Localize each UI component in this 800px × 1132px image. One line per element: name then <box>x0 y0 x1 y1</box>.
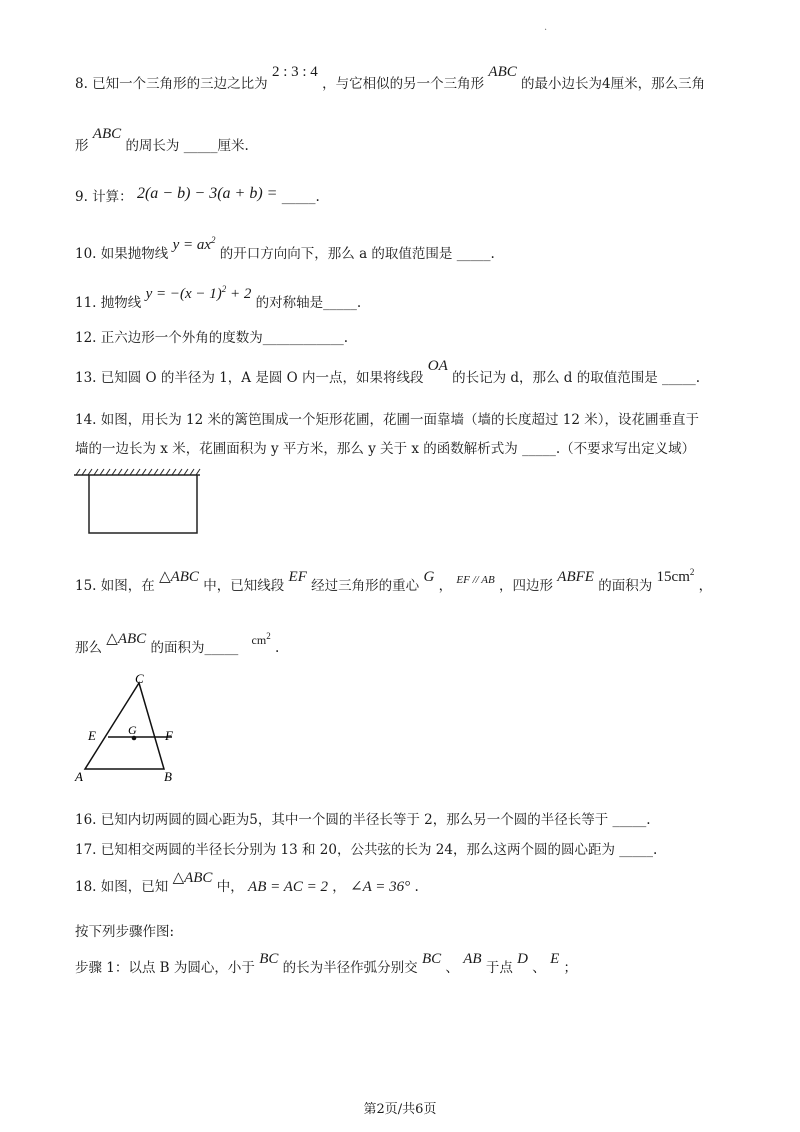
q15-triangle-figure <box>70 668 190 786</box>
step1-text-3: 、 <box>445 960 459 976</box>
question-14-line-2: 墙的一边长为 x 米，花圃面积为 y 平方米，那么 y 关于 x 的函数解析式为 _____.（不要求写出定义域） <box>75 441 696 457</box>
wall-hatching <box>76 469 200 475</box>
q14-garden-figure <box>70 466 220 542</box>
step1-text-5: 、 <box>532 960 546 976</box>
q15-ef: EF <box>288 569 307 585</box>
q15-area-value: 15cm <box>656 569 690 585</box>
steps-title: 按下列步骤作图: <box>75 924 175 940</box>
label-e: E <box>88 728 96 743</box>
q11-expression <box>146 286 252 302</box>
q15-text-6: 的面积为 <box>598 578 653 594</box>
step1-text-1: 步骤 1：以点 B 为圆心，小于 <box>75 960 255 976</box>
q18-text-3: ， <box>332 879 346 895</box>
q15-text-8: 那么 <box>75 640 102 656</box>
q8-ratio: 2 : 3 : 4 <box>271 64 318 80</box>
step1-d: D <box>517 951 528 967</box>
q10-expr-exp: 2 <box>211 235 216 245</box>
q15-triangle: △ABC <box>159 569 199 585</box>
question-14-line-1: 14. 如图，用长为 12 米的篱笆围成一个矩形花圃，花圃一面靠墙（墙的长度超过 12 米），设花圃垂直于 <box>75 412 700 428</box>
question-11 <box>75 284 362 313</box>
step1-text-4: 于点 <box>485 960 513 976</box>
q15-text-7: ， <box>698 578 713 594</box>
q15-text-4: ， <box>438 578 453 594</box>
q18-eq-2: ∠A = 36° <box>350 879 411 895</box>
question-13 <box>75 358 701 388</box>
question-12: 12. 正六边形一个外角的度数为____________. <box>75 330 349 346</box>
q10-text-1: 10. 如果抛物线 <box>75 246 169 262</box>
header-mark: . <box>544 22 548 33</box>
step1-bc: BC <box>259 951 279 967</box>
q15-text-9: 的面积为_____ <box>150 640 239 656</box>
q15-unit-exp: 2 <box>266 631 271 641</box>
question-18 <box>75 870 419 897</box>
q9-blank: _____. <box>281 189 320 205</box>
label-g: G <box>128 723 137 737</box>
label-a: A <box>75 769 83 784</box>
question-9 <box>75 187 320 207</box>
step1-text-6: ； <box>563 960 578 976</box>
q9-expression: 2(a − b) − 3(a + b) = <box>136 185 278 202</box>
q8-text-2: ，与它相似的另一个三角形 <box>322 76 485 92</box>
q15-text-5: ，四边形 <box>498 578 553 594</box>
q8-text-1: 8. 已知一个三角形的三边之比为 <box>75 76 268 92</box>
q10-expression <box>173 237 216 253</box>
step-1 <box>75 951 578 978</box>
q15-triangle-2: △ABC <box>106 631 147 647</box>
q18-eq-1: AB = AC = 2 <box>248 879 328 895</box>
question-15-line-1 <box>75 567 713 597</box>
q9-label: 9. 计算： <box>75 189 133 205</box>
label-c: C <box>135 671 144 686</box>
q15-unit <box>243 633 271 647</box>
q15-text-2: 中，已知线段 <box>203 578 285 594</box>
q18-text-4: . <box>414 879 419 895</box>
q15-g: G <box>423 569 435 585</box>
step1-ab: AB <box>463 951 482 967</box>
q15-unit-value: cm <box>251 633 267 647</box>
q8-abc-2: ABC <box>92 126 122 142</box>
step1-bc-2: BC <box>421 951 442 967</box>
q13-text-1: 13. 已知圆 O 的半径为 1，A 是圆 O 内一点，如果将线段 <box>75 370 424 386</box>
q15-area-exp: 2 <box>689 567 695 577</box>
triangle-abc <box>85 683 164 769</box>
step1-text-2: 的长为半径作弧分别交 <box>282 960 418 976</box>
q13-oa: OA <box>427 358 448 374</box>
q10-text-2: 的开口方向向下，那么 a 的取值范围是 _____. <box>219 246 495 262</box>
question-10 <box>75 235 495 264</box>
q15-parallel: EF // AB <box>456 574 495 586</box>
q15-text-3: 经过三角形的重心 <box>311 578 420 594</box>
q15-text-1: 15. 如图，在 <box>75 578 155 594</box>
label-f: F <box>165 728 173 743</box>
q8-abc: ABC <box>488 64 517 80</box>
question-16: 16. 已知内切两圆的圆心距为5，其中一个圆的半径长等于 2，那么另一个圆的半径长等于 _____. <box>75 812 651 828</box>
q13-text-2: 的长记为 d，那么 d 的取值范围是 _____. <box>452 370 701 386</box>
q10-expr-base: y = ax <box>172 237 211 253</box>
q11-expr-base: y = −(x − 1) <box>145 286 222 302</box>
question-8-line-2 <box>75 126 249 156</box>
question-8-line-1 <box>75 64 706 94</box>
q8-text-4: 形 <box>75 138 89 154</box>
q11-text-2: 的对称轴是_____. <box>255 295 362 311</box>
q15-abfe: ABFE <box>557 569 594 585</box>
q15-area <box>657 569 695 585</box>
q8-text-3: 的最小边长为4厘米，那么三角 <box>521 76 706 92</box>
q11-expr-tail: + 2 <box>226 286 252 302</box>
q11-text-1: 11. 抛物线 <box>75 295 142 311</box>
q8-text-5: 的周长为 _____厘米. <box>125 138 249 154</box>
q11-expr-exp: 2 <box>221 284 227 294</box>
garden-rectangle <box>89 475 197 533</box>
q18-triangle: △ABC <box>172 870 213 886</box>
step1-e: E <box>550 951 560 967</box>
question-17: 17. 已知相交两圆的半径长分别为 13 和 20，公共弦的长为 24，那么这两个圆的圆心距为 _____. <box>75 842 658 858</box>
q18-text-2: 中， <box>216 879 244 895</box>
label-b: B <box>164 769 172 784</box>
q18-text-1: 18. 如图，已知 <box>75 879 169 895</box>
question-15-line-2 <box>75 631 280 658</box>
page-footer: 第2页/共6页 <box>363 1102 437 1117</box>
q15-text-10: . <box>274 640 280 656</box>
